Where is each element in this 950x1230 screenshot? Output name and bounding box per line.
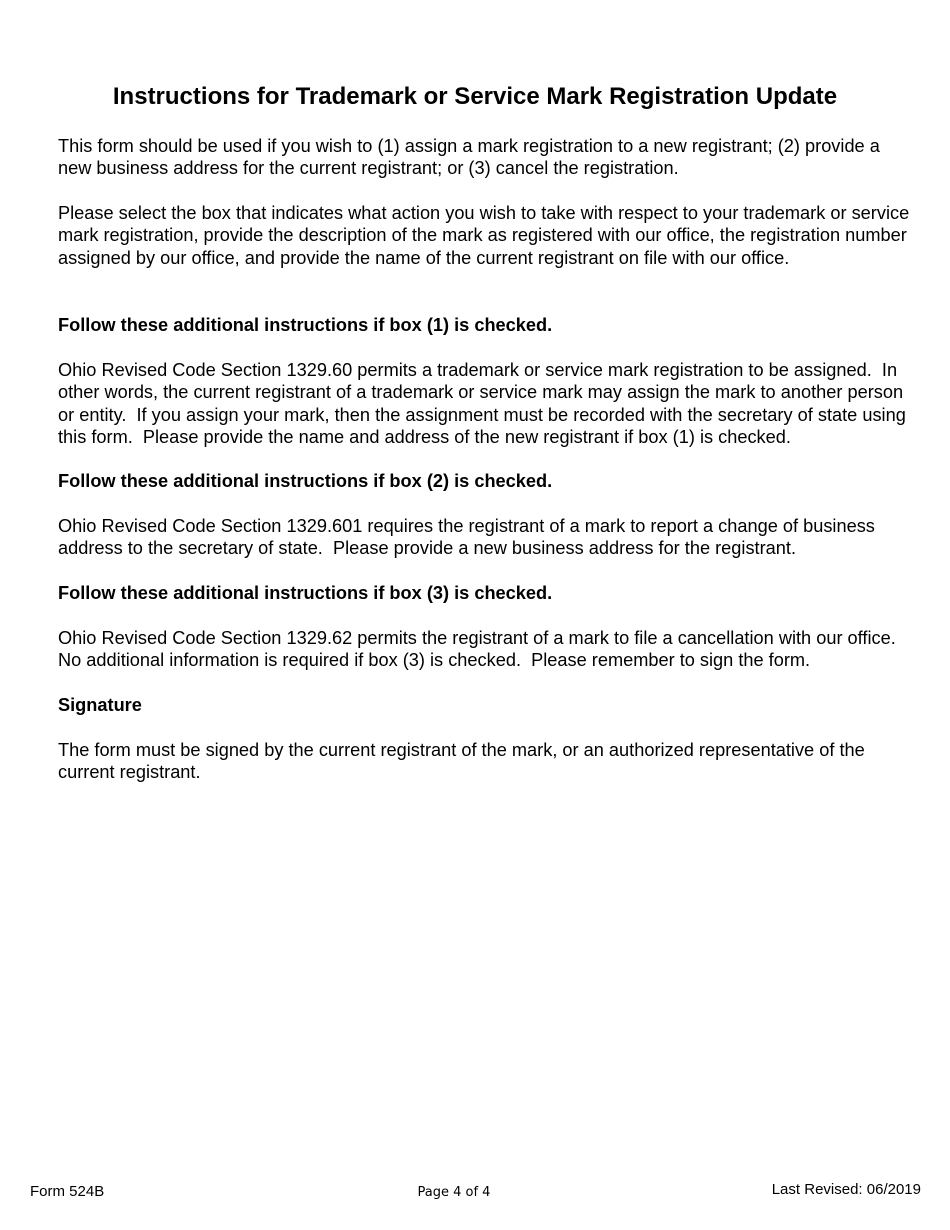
section-heading-box-2: Follow these additional instructions if box (2) is checked.	[58, 471, 553, 491]
section-paragraph-box-1: Ohio Revised Code Section 1329.60 permits a trademark or service mark registration to be assigned. In other words, the current registrant of a trademark or service mark may assign the mark to another person or entity. If you assign your mark, then the assignment must be recorded with the secretary of state using this form. Please provide the name and address of the new registrant if box (1) is checked.	[58, 360, 911, 447]
intro-paragraph: This form should be used if you wish to (1) assign a mark registration to a new registrant; (2) provide a new business address for the current registrant; or (3) cancel the registration.	[58, 136, 885, 179]
page-title: Instructions for Trademark or Service Mark Registration Update	[112, 83, 838, 110]
section-paragraph-signature: The form must be signed by the current registrant of the mark, or an authorized representative of the current registrant.	[58, 740, 870, 783]
form-number: Form 524B	[30, 1183, 105, 1200]
section-paragraph-box-3: Ohio Revised Code Section 1329.62 permits the registrant of a mark to file a cancellation with our office. No additional information is required if box (3) is checked. Please remember to sign the form.	[58, 628, 906, 671]
instructions-paragraph: Please select the box that indicates what action you wish to take with respect to your trademark or service mark registration, provide the description of the mark as registered with our office, the registration number assigned by our office, and provide the name of the current registrant on file with our office.	[58, 203, 915, 268]
page-indicator: Page 4 of 4	[417, 1185, 491, 1200]
last-revised: Last Revised: 06/2019	[771, 1181, 921, 1198]
section-heading-box-1: Follow these additional instructions if box (1) is checked.	[58, 315, 553, 335]
section-heading-box-3: Follow these additional instructions if box (3) is checked.	[58, 583, 553, 603]
section-paragraph-box-2: Ohio Revised Code Section 1329.601 requires the registrant of a mark to report a change of business address to the secretary of state. Please provide a new business address for the registrant.	[58, 516, 880, 559]
section-heading-signature: Signature	[58, 695, 142, 715]
